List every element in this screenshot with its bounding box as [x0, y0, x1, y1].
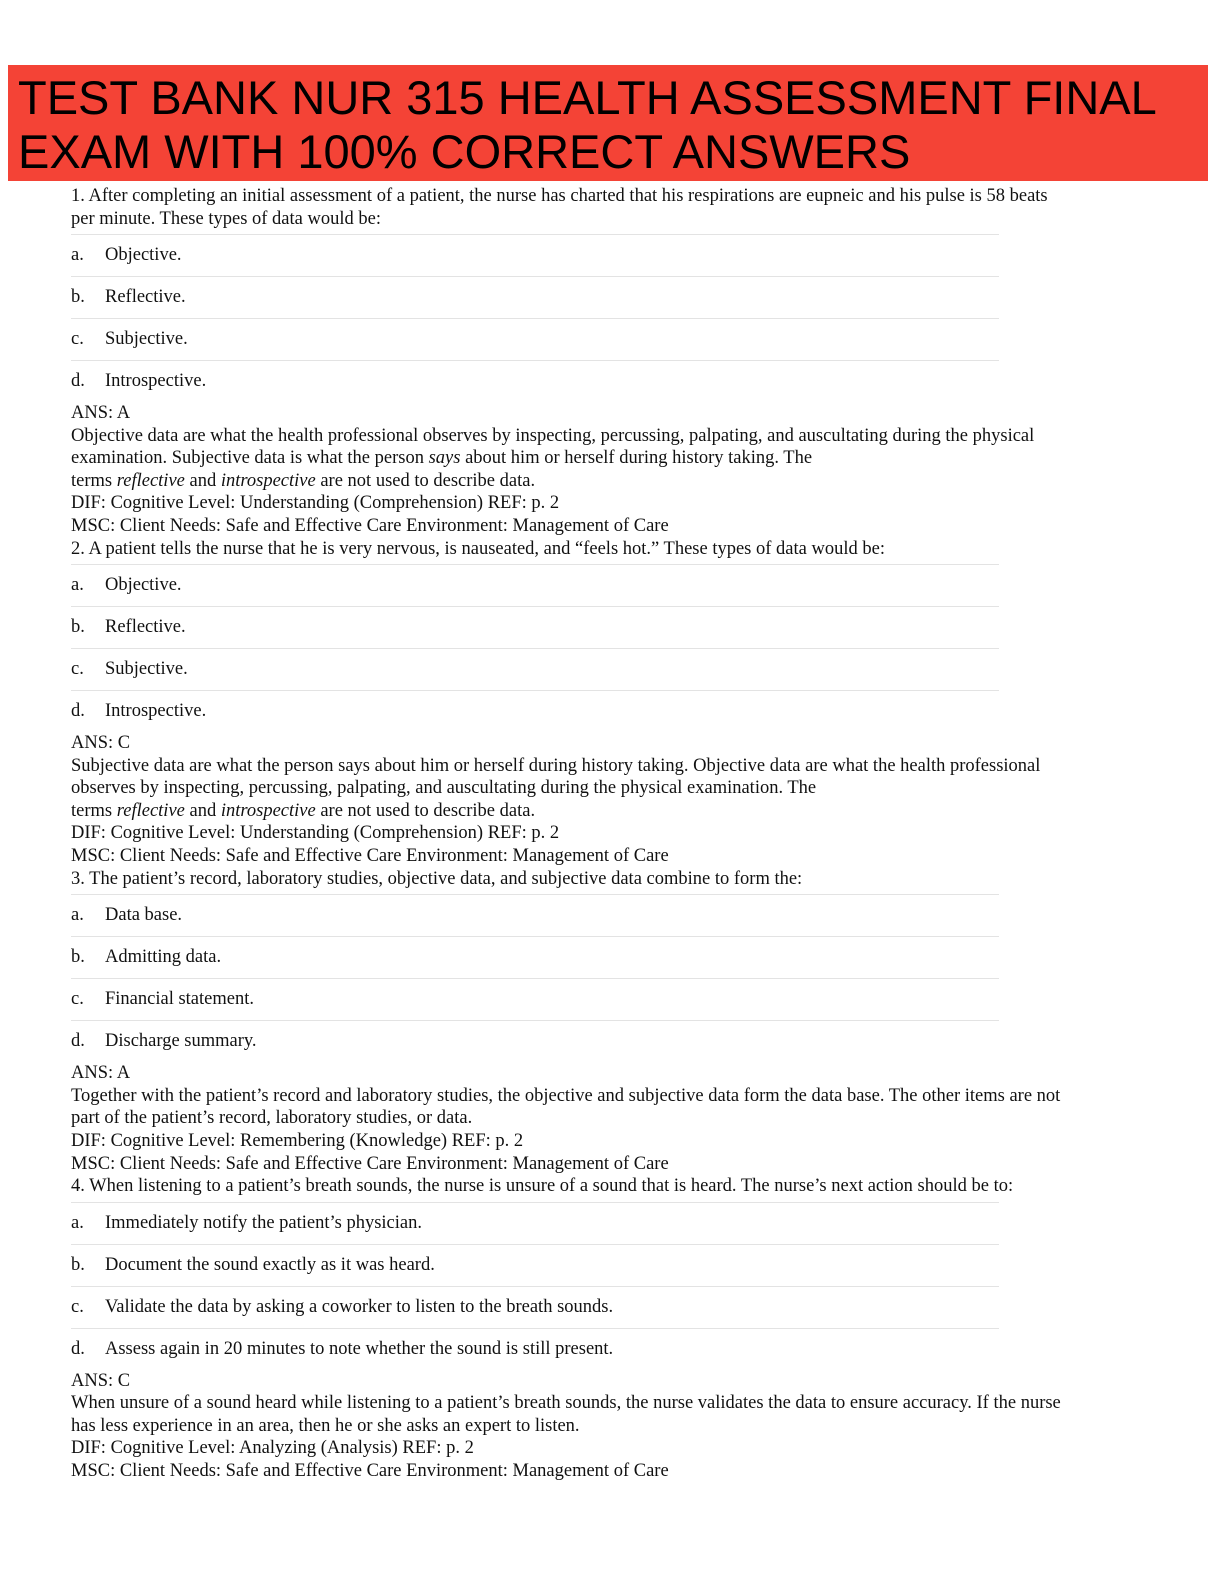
client-needs: MSC: Client Needs: Safe and Effective Care Environment: Management of Care — [71, 1460, 669, 1481]
difficulty-ref: DIF: Cognitive Level: Analyzing (Analysis) REF: p. 2 — [71, 1438, 474, 1459]
option-a: a. Objective. — [71, 234, 999, 276]
answer-key: ANS: A — [71, 1063, 131, 1084]
option-b: b. Reflective. — [71, 606, 999, 648]
answer-block — [71, 1062, 1161, 1175]
answer-key: ANS: C — [71, 733, 131, 754]
answer-key: ANS: A — [71, 403, 131, 423]
question-stem: 4. When listening to a patient’s breath sounds, the nurse is unsure of a sound that is heard. The nurse’s next action should be to: — [71, 1176, 1014, 1197]
option-a: a. Data base. — [71, 894, 999, 936]
option-d: d. Assess again in 20 minutes to note whether the sound is still present. — [71, 1328, 999, 1370]
terms-note: terms reflective and introspective are not used to describe data. — [71, 800, 536, 821]
option-b: b. Admitting data. — [71, 936, 999, 978]
question-stem: 3. The patient’s record, laboratory studies, objective data, and subjective data combine to form the: — [71, 868, 803, 889]
answer-options — [71, 564, 999, 732]
option-d: d. Introspective. — [71, 690, 999, 732]
rationale-line: Subjective data are what the person says about him or herself during history taking. Objective data are what the health professional — [71, 755, 1041, 776]
client-needs: MSC: Client Needs: Safe and Effective Care Environment: Management of Care — [71, 515, 669, 536]
rationale-line: examination. Subjective data is what the person says about him or herself during history taking. The — [71, 448, 813, 469]
answer-key: ANS: C — [71, 1370, 131, 1391]
client-needs: MSC: Client Needs: Safe and Effective Care Environment: Management of Care — [71, 846, 669, 867]
terms-note: terms reflective and introspective are not used to describe data. — [71, 470, 536, 491]
option-a: a. Objective. — [71, 564, 999, 606]
option-b: b. Reflective. — [71, 276, 999, 318]
option-a: a. Immediately notify the patient’s physician. — [71, 1202, 999, 1244]
difficulty-ref: DIF: Cognitive Level: Understanding (Comprehension) REF: p. 2 — [71, 493, 560, 514]
option-d: d. Discharge summary. — [71, 1020, 999, 1062]
question-1 — [71, 185, 1161, 538]
option-d: d. Introspective. — [71, 360, 999, 402]
question-list — [71, 185, 1161, 1483]
rationale-line: Objective data are what the health professional observes by inspecting, percussing, palpating, and auscultating during the physical — [71, 425, 1035, 446]
page-title-line-2: EXAM WITH 100% CORRECT ANSWERS — [18, 125, 911, 178]
option-c: c. Subjective. — [71, 318, 999, 360]
answer-options — [71, 1202, 999, 1370]
option-b: b. Document the sound exactly as it was heard. — [71, 1244, 999, 1286]
rationale-line: Together with the patient’s record and laboratory studies, the objective and subjective data form the data base. The other items are not — [71, 1085, 1061, 1106]
answer-options — [71, 234, 999, 402]
question-stem: 1. After completing an initial assessment of a patient, the nurse has charted that his respirations are eupneic and his pulse is 58 beats per minute. These types of data would be: — [71, 186, 1048, 229]
answer-block — [71, 732, 1161, 868]
rationale-line: observes by inspecting, percussing, palpating, and auscultating during the physical examination. The — [71, 778, 817, 799]
answer-block — [71, 402, 1161, 538]
client-needs: MSC: Client Needs: Safe and Effective Care Environment: Management of Care — [71, 1153, 669, 1174]
rationale-line: part of the patient’s record, laboratory studies, or data. — [71, 1108, 473, 1129]
rationale-line: When unsure of a sound heard while listening to a patient’s breath sounds, the nurse validates the data to ensure accuracy. If the nurse — [71, 1393, 1061, 1414]
answer-block — [71, 1370, 1161, 1483]
option-c: c. Financial statement. — [71, 978, 999, 1020]
difficulty-ref: DIF: Cognitive Level: Remembering (Knowledge) REF: p. 2 — [71, 1130, 524, 1151]
option-c: c. Validate the data by asking a coworker to listen to the breath sounds. — [71, 1286, 999, 1328]
page-title-line-1: TEST BANK NUR 315 HEALTH ASSESSMENT FINAL — [18, 71, 1157, 124]
option-c: c. Subjective. — [71, 648, 999, 690]
question-4 — [71, 1175, 1161, 1482]
rationale-line: has less experience in an area, then he or she asks an expert to listen. — [71, 1415, 580, 1436]
difficulty-ref: DIF: Cognitive Level: Understanding (Comprehension) REF: p. 2 — [71, 823, 560, 844]
question-2 — [71, 538, 1161, 868]
answer-options — [71, 894, 999, 1062]
title-banner — [8, 65, 1208, 181]
question-stem: 2. A patient tells the nurse that he is very nervous, is nauseated, and “feels hot.” These types of data would be: — [71, 538, 885, 559]
question-3 — [71, 868, 1161, 1175]
